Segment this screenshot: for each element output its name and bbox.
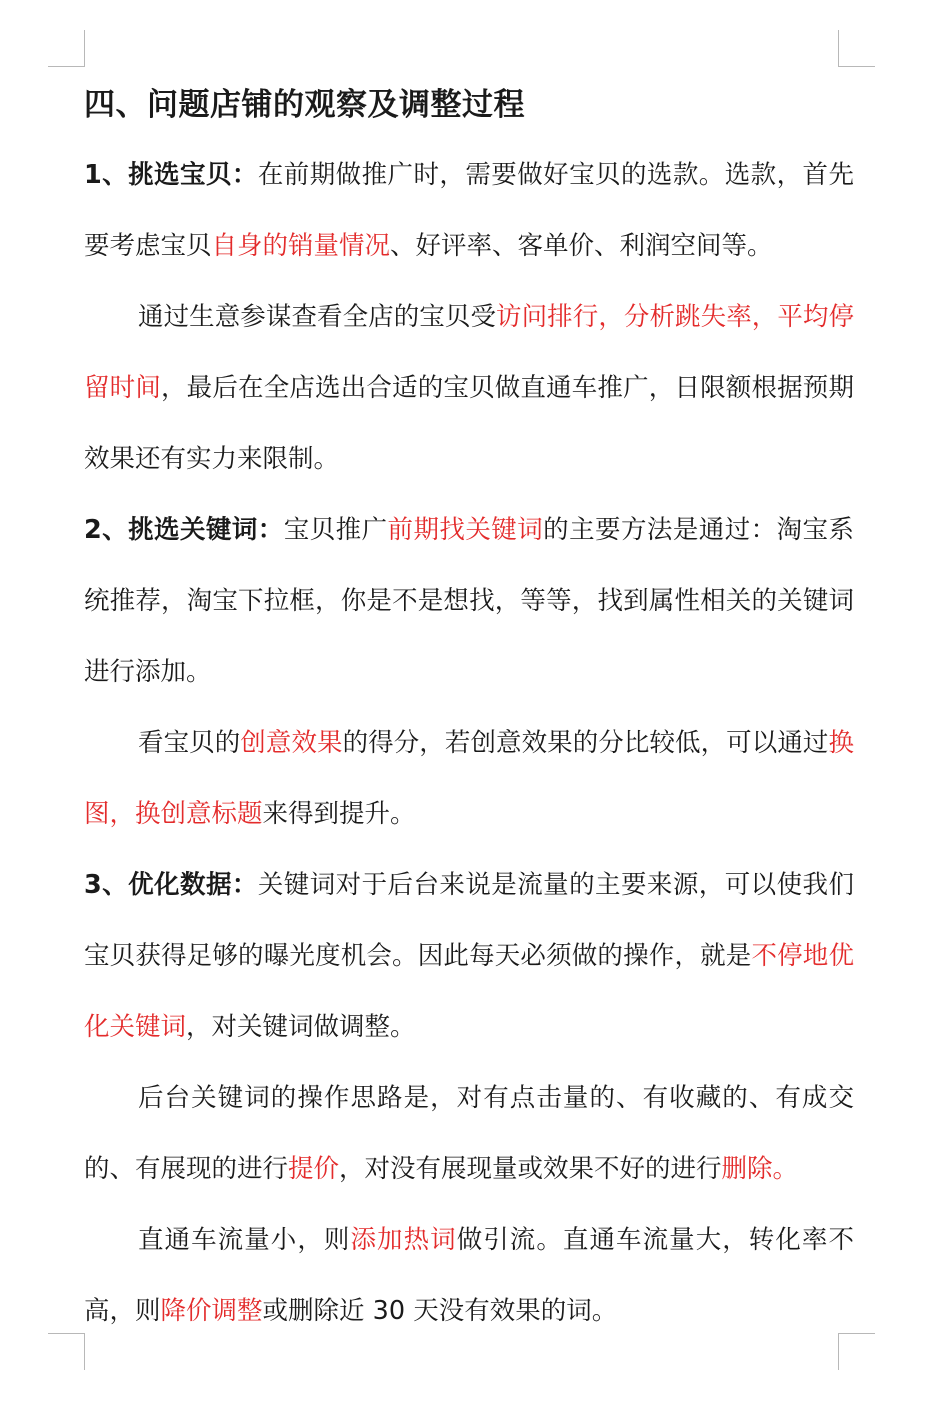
highlight-creative-effect: 创意效果 xyxy=(240,728,343,758)
highlight-add-hot-words: 添加热词 xyxy=(350,1225,457,1255)
paragraph-select-keywords xyxy=(84,495,854,708)
text-segment: 、好评率、客单价、利润空间等。 xyxy=(390,231,773,261)
lead-select-product: 1、挑选宝贝： xyxy=(84,160,258,190)
paragraph-optimize-data xyxy=(84,850,854,1063)
paragraph-creative-effect xyxy=(84,708,854,850)
page-corner-mark-top-right xyxy=(838,30,875,67)
paragraph-keyword-strategy xyxy=(84,1063,854,1205)
text-segment: ，对没有展现量或效果不好的进行 xyxy=(339,1154,722,1184)
highlight-sales: 自身的销量情况 xyxy=(211,231,391,261)
section-title: 四、问题店铺的观察及调整过程 xyxy=(84,87,525,123)
highlight-lower-price: 降价调整 xyxy=(160,1296,263,1326)
paragraph-select-product xyxy=(84,140,854,282)
text-segment: 的得分，若创意效果的分比较低，可以通过 xyxy=(342,728,829,758)
text-segment: 直通车流量小，则 xyxy=(138,1225,351,1255)
text-segment: 关键词对于后台来说是流量的主要来源，可以使我们宝贝获得足够的曝光度机会。因此每天必须做的操作，就是 xyxy=(84,870,854,971)
text-segment: 做引流。直通车流量大，转化率不高，则 xyxy=(84,1225,854,1326)
text-segment: 宝贝推广 xyxy=(283,515,388,545)
highlight-change-image: 换图，换创意标题 xyxy=(84,728,854,829)
paragraph-traffic-strategy xyxy=(84,1205,854,1347)
text-segment: 后台关键词的操作思路是，对有点击量的、有收藏的、有成交的、有展现的进行 xyxy=(84,1083,854,1184)
highlight-optimize-keywords: 不停地优化关键词 xyxy=(84,941,854,1042)
lead-optimize-data: 3、优化数据： xyxy=(84,870,258,900)
page-corner-mark-bottom-left xyxy=(48,1333,85,1370)
text-segment: 的主要方法是通过：淘宝系统推荐，淘宝下拉框，你是不是想找，等等，找到属性相关的关键词进行添加。 xyxy=(84,515,854,687)
text-segment: ，最后在全店选出合适的宝贝做直通车推广，日限额根据预期效果还有实力来限制。 xyxy=(84,373,854,474)
lead-select-keywords: 2、挑选关键词： xyxy=(84,515,284,545)
highlight-raise-price: 提价 xyxy=(288,1154,340,1184)
text-segment: 通过生意参谋查看全店的宝贝受 xyxy=(138,302,497,332)
text-segment: 或删除近 30 天没有效果的词。 xyxy=(262,1296,618,1326)
text-segment: 看宝贝的 xyxy=(138,728,241,758)
document-body xyxy=(84,80,854,1347)
page-corner-mark-top-left xyxy=(48,30,85,67)
paragraph-business-advisor xyxy=(84,282,854,495)
text-segment: 来得到提升。 xyxy=(262,799,416,829)
highlight-find-keywords: 前期找关键词 xyxy=(387,515,544,545)
highlight-delete: 删除。 xyxy=(721,1154,799,1184)
text-segment: ，对关键词做调整。 xyxy=(186,1012,416,1042)
highlight-visit-ranking: 访问排行，分析跳失率，平均停留时间 xyxy=(84,302,854,403)
text-segment: 在前期做推广时，需要做好宝贝的选款。选款，首先要考虑宝贝 xyxy=(84,160,854,261)
